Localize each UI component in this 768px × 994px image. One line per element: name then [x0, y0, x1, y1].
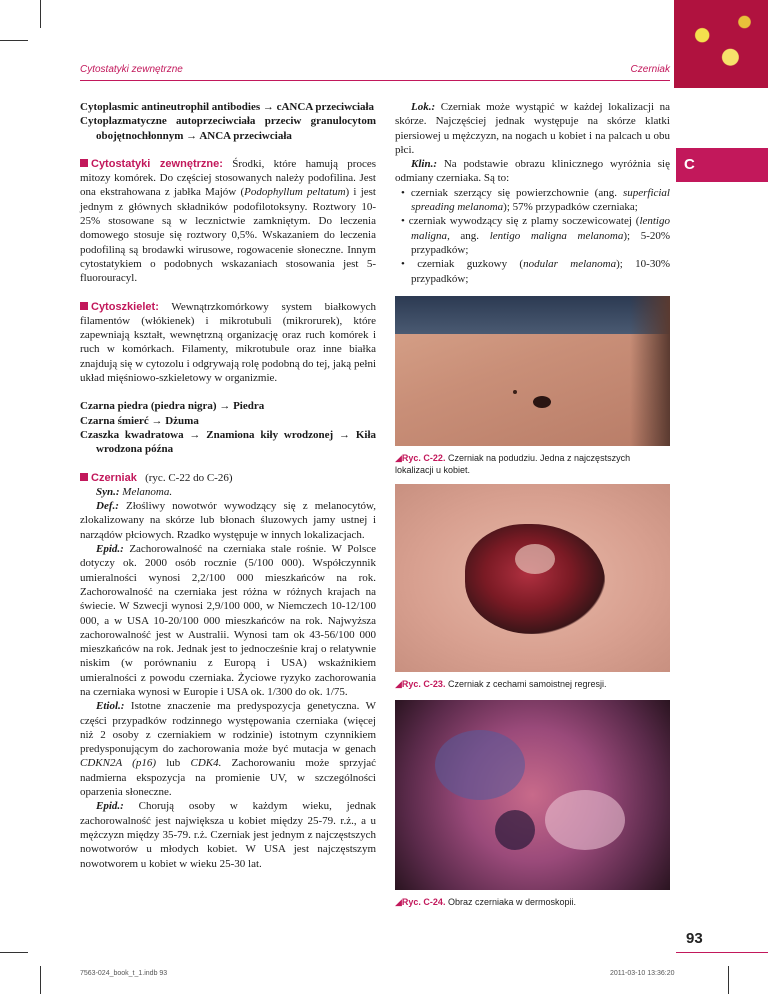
page-number-rule: [676, 952, 768, 953]
paragraph-syn: Syn.: Melanoma.: [96, 485, 173, 498]
left-column: [80, 100, 376, 871]
list-item: • czerniak szerzący się powierzchownie (ang. superficial spreading melanoma); 57% przypadków czerniaka;: [401, 186, 670, 214]
footer-slug-right: 2011-03-10 13:36:20: [610, 970, 675, 977]
footer-slug-left: 7563-024_book_t_1.indb 93: [80, 970, 168, 977]
paragraph-epid-age: Epid.: Chorują osoby w każdym wieku, jednak zachorowalność jest największa u kobiet między 25-79. r.ż., a u mężczyzn między 35-79. r.ż. Czerniak jest jednym z najczęstszych nowotworów u młodych kobiet. W USA jest najczęstszym nowotworem u kobiet w wieku 25-30 lat.: [80, 800, 377, 870]
paragraph-def: Def.: Złośliwy nowotwór wywodzący się z melanocytów, zlokalizowany na skórze lub błonach śluzowych jamy ustnej i narządów płciowych. Rzadko występuje w innych lokalizacjach.: [80, 500, 376, 541]
section-tab: C: [676, 148, 768, 182]
cross-reference: Czaszka kwadratowa → Znamiona kiły wrodzonej → Kiła wrodzona późna: [80, 428, 377, 456]
figure-c24-photo: [395, 700, 670, 890]
cross-reference: Czarna piedra (piedra nigra) → Piedra: [80, 400, 265, 413]
cross-reference: Czarna śmierć → Dżuma: [80, 414, 199, 427]
paragraph-klin: Klin.: Na podstawie obrazu klinicznego wyróżnia się odmiany czerniaka. Są to:: [395, 158, 671, 185]
list-item: • czerniak guzkowy (nodular melanoma); 10-30% przypadków;: [401, 258, 670, 285]
entry-cytostatyki: Cytostatyki zewnętrzne: Środki, które hamują proces mitozy komórek. Do częściej stosowanych należy podofilina. Jest ona ekstrahowana z jabłka Majów (Podophyllum peltatum) i jest jednym z głównych składników podofilotoksyny. Roztwory 10-25% stosowane są w lecznictwie zamkniętym. Do leczenia domowego stosuje się roztwory 0,5%. Wskazaniem do leczenia podofiliną są brodawki wirusowe, rogowacenie słoneczne. Innym cytostatykiem o podobnych wskazaniach stosowania jest 5-fluorouracyl.: [80, 157, 377, 285]
figure-c23-photo: [395, 484, 670, 672]
page-number: 93: [686, 930, 703, 947]
entry-cytoszkielet: Cytoszkielet: Wewnątrzkomórkowy system białkowych filamentów (włókienek) i mikrotubuli (mikrorurek), które zapewniają kształt, wewnętrzną organizację oraz ruch komórek i ruch w komórkach. Filamenty, mikrotubule oraz inne białka znajdują się w cytozolu i odgrywają rolę podobną do tej, jaką pełni układ mięśniowo-szkieletowy w organizmie.: [80, 300, 376, 385]
figure-c22-caption: ◢Ryc. C-22. Czerniak na podudziu. Jedna z najczęstszych lokalizacji u kobiet.: [395, 453, 631, 475]
running-header-right: Czerniak: [630, 64, 670, 75]
cross-reference: Cytoplazmatyczne autoprzeciwciała przeciw granulocytom obojętnochłonnym → ANCA przeciwciała: [80, 115, 376, 142]
figure-c23-caption: ◢Ryc. C-23. Czerniak z cechami samoistnej regresji.: [395, 679, 607, 689]
right-column: [395, 100, 670, 286]
running-header-left: Cytostatyki zewnętrzne: [80, 64, 183, 75]
entry-czerniak-title: Czerniak (ryc. C-22 do C-26): [80, 471, 376, 485]
header-rule: [80, 80, 670, 81]
cross-reference: Cytoplasmic antineutrophil antibodies → cANCA przeciwciała: [80, 101, 375, 113]
figure-c24-caption: ◢Ryc. C-24. Obraz czerniaka w dermoskopii.: [395, 897, 577, 907]
variant-list: [395, 186, 670, 286]
figure-c22-photo: [395, 296, 670, 446]
paragraph-epid: Epid.: Zachorowalność na czerniaka stale rośnie. W Polsce dotyczy ok. 2000 osób rocznie (5/100 000). Współczynnik umieralności wynosi 2,2/100 000 mieszkańców na rok. Zachorowalność na czerniaka jest różna w różnych krajach na świecie. W Szwecji wynosi 2,9/100 000, w Niemczech 10-12/100 000, a w USA 10-20/100 000 mieszkańców na rok. Najwyższa zachorowalność jest w Australii. Wynosi tam ok 43-56/100 000 mieszkańców na rok. Jednak jest to jednocześnie kraj o relatywnie niskim (w porównaniu z Europą i USA) wskaźnikiem umieralności z powodu czerniaka. Życiowe ryzyko zachorowania na czerniaka wynosi w Europie i USA ok. 1/300 do ok. 1/75.: [80, 543, 376, 698]
paragraph-lok: Lok.: Czerniak może wystąpić w każdej lokalizacji na skórze. Najczęściej jednak występuje na skórze klatki piersiowej u mężczyzn, na nogach u kobiet i na palcach u obu płci.: [395, 101, 671, 156]
corner-decoration: [674, 0, 768, 88]
paragraph-etiol: Etiol.: Istotne znaczenie ma predyspozycja genetyczna. W części przypadków rodzinnego występowania czerniaka (więcej niż 2 osoby z czerniakiem w rodzinie) istotnym czynnikiem predysponującym do zachorowania może być mutacja w genach CDKN2A (p16) lub CDK4. Zachorowaniu może sprzyjać nadmierna ekspozycja na promienie UV, w szczególności oparzenia słoneczne.: [80, 700, 377, 799]
list-item: • czerniak wywodzący się z plamy soczewicowatej (lentigo maligna, ang. lentigo maligna melanoma); 5-20% przypadków;: [401, 215, 671, 256]
